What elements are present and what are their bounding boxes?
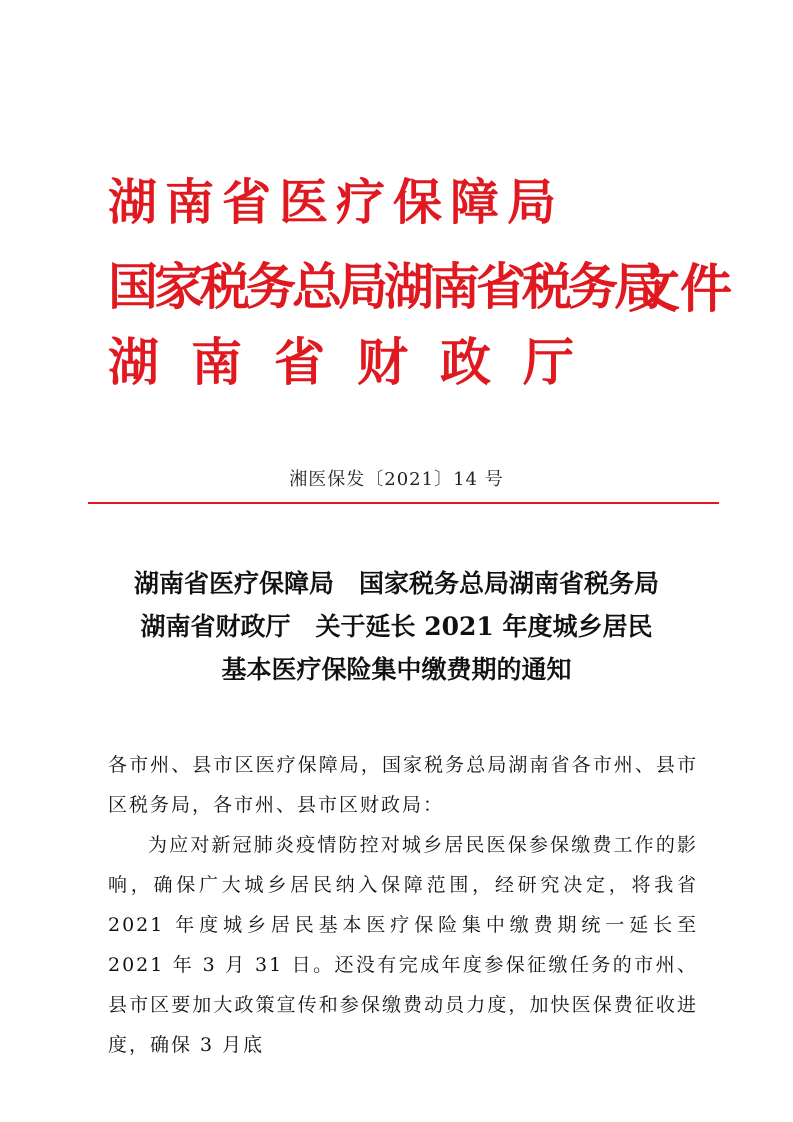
document-number: 湘医保发〔2021〕14 号 <box>289 469 504 490</box>
title-line: 基本医疗保险集中缴费期的通知 <box>221 655 572 684</box>
title-line: 湖南省医疗保障局 国家税务总局湖南省税务局 <box>133 569 659 598</box>
addressee: 各市州、县市区医疗保障局，国家税务总局湖南省各市州、县市区税务局，各市州、县市区财政局： <box>108 754 698 816</box>
issuer-name-tax-bureau: 国家税务总局湖南省税务局 <box>108 257 660 316</box>
red-divider-line <box>88 502 719 504</box>
issuer-name-medical-security: 湖南省医疗保障局 <box>108 173 565 231</box>
title-line: 湖南省财政厅 关于延长 2021 年度城乡居民 <box>140 612 653 641</box>
document-body <box>108 745 698 1065</box>
document-title <box>80 562 713 691</box>
doc-type-label: 文件 <box>628 259 733 320</box>
body-paragraph: 为应对新冠肺炎疫情防控对城乡居民医保参保缴费工作的影响，确保广大城乡居民纳入保障范围，经研究决定，将我省 2021 年度城乡居民基本医疗保险集中缴费期统一延长至 2021 年 3 月 31 日。还没有完成年度参保征缴任务的市州、县市区要加大政策宣传和参保缴费动员力度，加快医保费征收进度，确保 3 月底 <box>108 834 698 1056</box>
issuer-name-finance: 湖南省财政厅 <box>108 333 607 393</box>
